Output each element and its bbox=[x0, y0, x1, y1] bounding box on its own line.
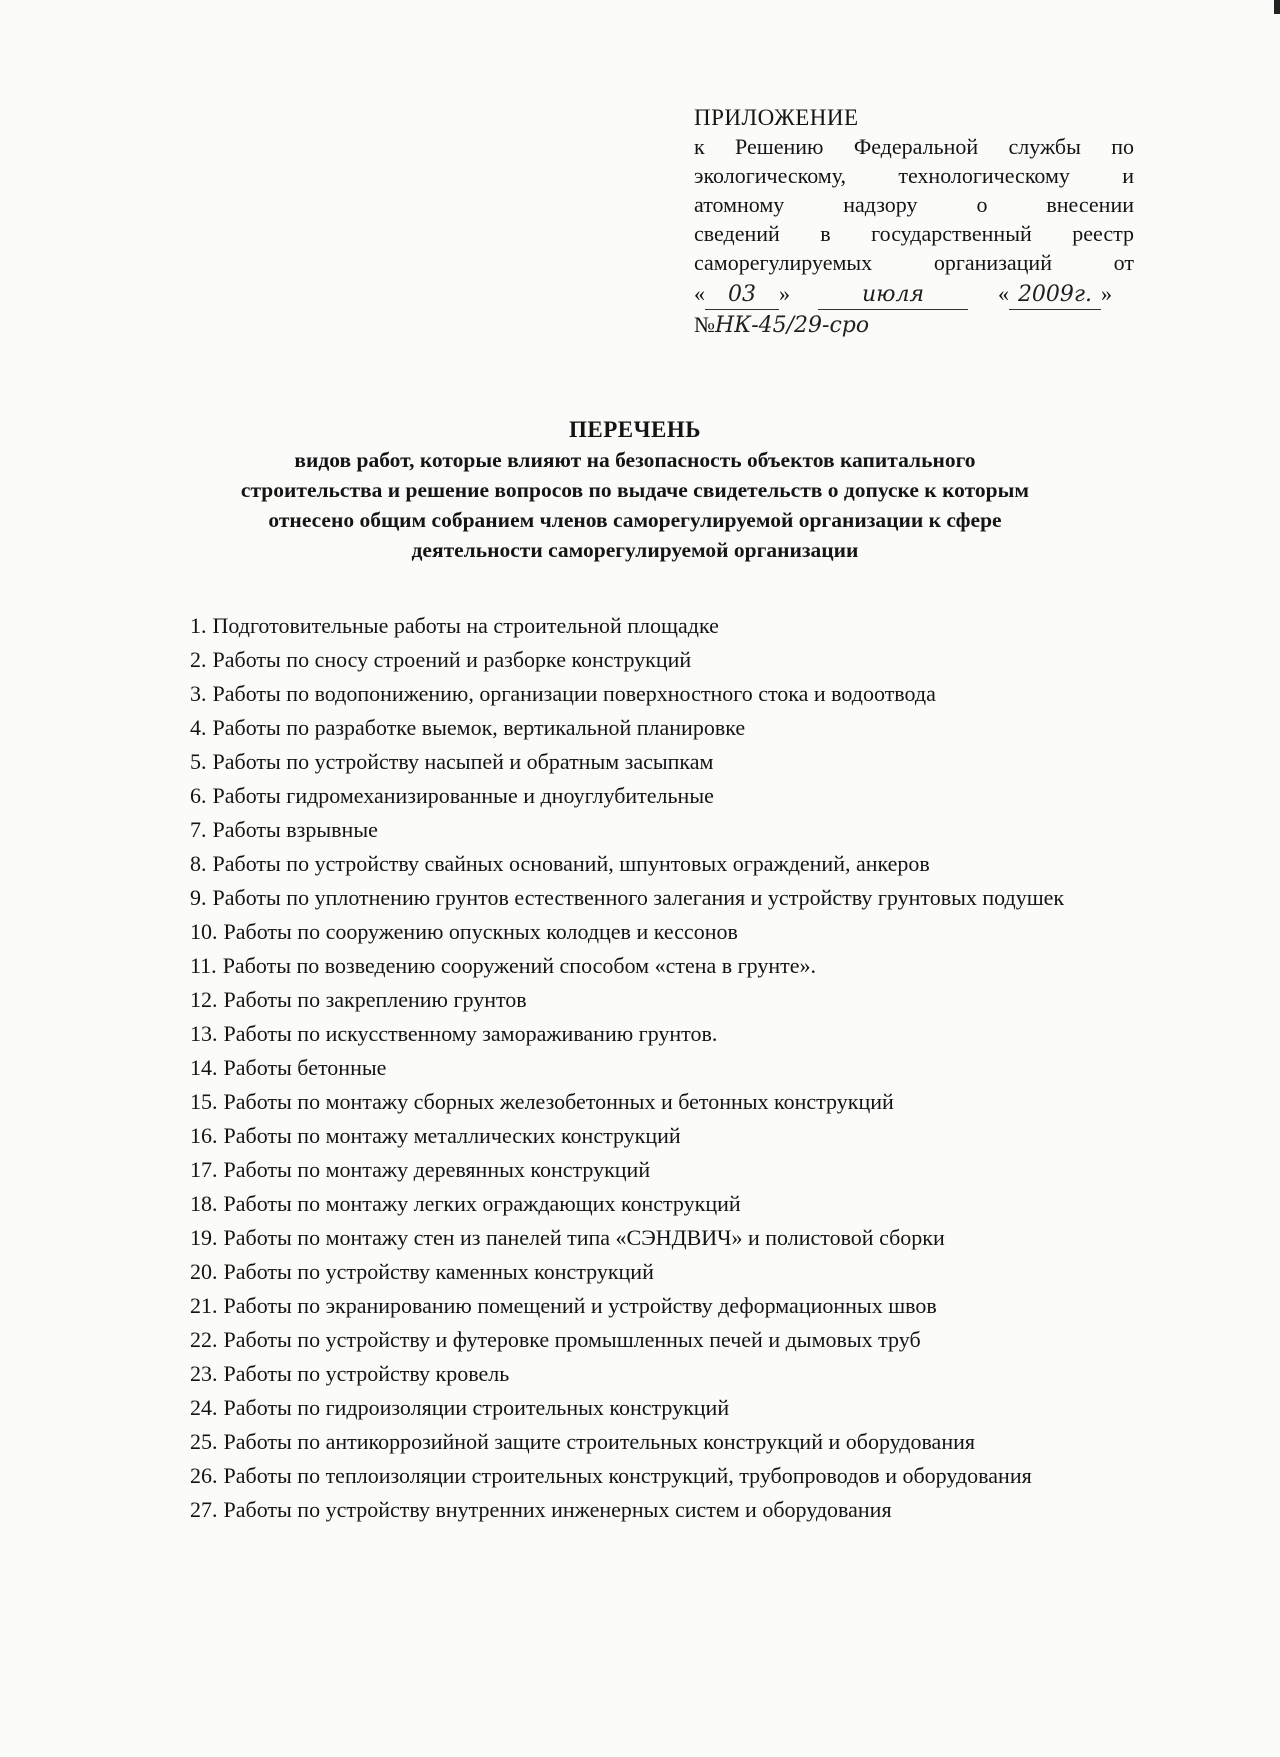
list-item-text: Работы бетонные bbox=[223, 1055, 387, 1080]
list-item-number: 15. bbox=[190, 1089, 218, 1114]
list-item-number: 26. bbox=[190, 1463, 218, 1488]
appendix-line: атомному надзору о внесении bbox=[694, 192, 1134, 217]
list-item bbox=[118, 1425, 1134, 1459]
list-item-text: Работы по разработке выемок, вертикальной планировке bbox=[212, 715, 746, 740]
list-item bbox=[118, 779, 1134, 813]
list-item-number: 8. bbox=[190, 851, 207, 876]
list-item bbox=[118, 1391, 1134, 1425]
list-item bbox=[118, 1289, 1134, 1323]
list-item-text: Работы по монтажу стен из панелей типа «СЭНДВИЧ» и полистовой сборки bbox=[223, 1225, 945, 1250]
scan-edge-mark bbox=[1274, 0, 1280, 14]
list-item-number: 24. bbox=[190, 1395, 218, 1420]
list-item-text: Работы по монтажу легких ограждающих конструкций bbox=[223, 1191, 741, 1216]
title-subtitle-line: строительства и решение вопросов по выдаче свидетельств о допуске к которым bbox=[240, 478, 1030, 502]
list-item bbox=[118, 915, 1134, 949]
list-item-number: 4. bbox=[190, 715, 207, 740]
list-item-number: 22. bbox=[190, 1327, 218, 1352]
title-subtitle-line: деятельности саморегулируемой организации bbox=[411, 538, 859, 562]
list-item bbox=[118, 983, 1134, 1017]
list-item-text: Работы по устройству внутренних инженерных систем и оборудования bbox=[223, 1497, 892, 1522]
list-item-text: Работы по сносу строений и разборке конструкций bbox=[212, 647, 692, 672]
list-item bbox=[118, 1255, 1134, 1289]
list-item-text: Работы по монтажу металлических конструкций bbox=[223, 1123, 681, 1148]
list-item-number: 9. bbox=[190, 885, 207, 910]
list-item-number: 27. bbox=[190, 1497, 218, 1522]
appendix-line: к Решению Федеральной службы по bbox=[694, 134, 1134, 159]
decision-number bbox=[694, 310, 1134, 340]
list-item-text: Работы по устройству насыпей и обратным засыпкам bbox=[212, 749, 714, 774]
list-item bbox=[118, 1357, 1134, 1391]
number-prefix: № bbox=[694, 312, 715, 337]
list-item-number: 25. bbox=[190, 1429, 218, 1454]
list-item-number: 11. bbox=[190, 953, 217, 978]
list-item-text: Работы по монтажу деревянных конструкций bbox=[223, 1157, 651, 1182]
appendix-heading: ПРИЛОЖЕНИЕ bbox=[694, 105, 859, 130]
list-item-text: Работы по монтажу сборных железобетонных и бетонных конструкций bbox=[223, 1089, 894, 1114]
list-item-text: Работы по устройству кровель bbox=[223, 1361, 510, 1386]
list-item-number: 13. bbox=[190, 1021, 218, 1046]
list-item-text: Работы по закреплению грунтов bbox=[223, 987, 527, 1012]
list-item-number: 1. bbox=[190, 613, 207, 638]
list-item-text: Работы по антикоррозийной защите строительных конструкций и оборудования bbox=[223, 1429, 975, 1454]
list-item-text: Работы по водопонижению, организации поверхностного стока и водоотвода bbox=[212, 681, 936, 706]
list-item bbox=[118, 1153, 1134, 1187]
list-item-number: 3. bbox=[190, 681, 207, 706]
list-item-text: Работы по устройству каменных конструкций bbox=[223, 1259, 654, 1284]
list-item bbox=[118, 1221, 1134, 1255]
list-item-number: 16. bbox=[190, 1123, 218, 1148]
list-item-number: 14. bbox=[190, 1055, 218, 1080]
list-item bbox=[118, 847, 1134, 881]
appendix-block bbox=[694, 103, 1134, 340]
list-item-number: 5. bbox=[190, 749, 207, 774]
list-item bbox=[118, 677, 1134, 711]
list-item-text: Работы по уплотнению грунтов естественного залегания и устройству грунтовых подушек bbox=[212, 885, 1065, 910]
list-item bbox=[118, 1459, 1134, 1493]
list-item bbox=[118, 643, 1134, 677]
list-item-text: Работы взрывные bbox=[212, 817, 378, 842]
list-item-text: Работы по устройству свайных оснований, шпунтовых ограждений, анкеров bbox=[212, 851, 930, 876]
list-item-text: Работы по устройству и футеровке промышленных печей и дымовых труб bbox=[223, 1327, 921, 1352]
appendix-line: экологическому, технологическому и bbox=[694, 163, 1134, 188]
list-item-number: 10. bbox=[190, 919, 218, 944]
list-item bbox=[118, 949, 1134, 983]
number-value: НК-45/29-сро bbox=[715, 313, 870, 338]
decision-date: « 03 » июля « 2009г. » bbox=[694, 279, 1134, 310]
list-item-text: Работы по экранированию помещений и устройству деформационных швов bbox=[223, 1293, 937, 1318]
list-item-number: 18. bbox=[190, 1191, 218, 1216]
date-month: июля bbox=[818, 280, 968, 310]
list-item-text: Работы по возведению сооружений способом «стена в грунте». bbox=[222, 953, 817, 978]
date-day: 03 bbox=[705, 280, 779, 310]
list-item bbox=[118, 881, 1134, 915]
list-item bbox=[118, 1187, 1134, 1221]
list-item-text: Подготовительные работы на строительной площадке bbox=[212, 613, 719, 638]
list-item bbox=[118, 711, 1134, 745]
title-subtitle-line: видов работ, которые влияют на безопасность объектов капитального bbox=[294, 448, 976, 472]
list-item-number: 2. bbox=[190, 647, 207, 672]
list-item-text: Работы по искусственному замораживанию грунтов. bbox=[223, 1021, 718, 1046]
list-item bbox=[118, 609, 1134, 643]
list-item-text: Работы по гидроизоляции строительных конструкций bbox=[223, 1395, 730, 1420]
appendix-line: саморегулируемых организаций от bbox=[694, 250, 1134, 275]
title-subtitle-line: отнесено общим собранием членов саморегулируемой организации к сфере bbox=[268, 508, 1002, 532]
list-item-number: 20. bbox=[190, 1259, 218, 1284]
works-list bbox=[118, 609, 1134, 1527]
list-item bbox=[118, 745, 1134, 779]
list-item-text: Работы по сооружению опускных колодцев и кессонов bbox=[223, 919, 738, 944]
list-item bbox=[118, 1051, 1134, 1085]
list-item-number: 6. bbox=[190, 783, 207, 808]
appendix-line: сведений в государственный реестр bbox=[694, 221, 1134, 246]
list-item-text: Работы гидромеханизированные и дноуглубительные bbox=[212, 783, 714, 808]
list-item bbox=[118, 1085, 1134, 1119]
list-item bbox=[118, 1017, 1134, 1051]
list-item bbox=[118, 1119, 1134, 1153]
list-item-number: 7. bbox=[190, 817, 207, 842]
list-item-number: 19. bbox=[190, 1225, 218, 1250]
list-item-number: 21. bbox=[190, 1293, 218, 1318]
list-item-text: Работы по теплоизоляции строительных конструкций, трубопроводов и оборудования bbox=[223, 1463, 1032, 1488]
list-item bbox=[118, 813, 1134, 847]
document-title bbox=[110, 415, 1160, 565]
title-main: ПЕРЕЧЕНЬ bbox=[569, 417, 701, 442]
date-year: 2009г. bbox=[1009, 280, 1101, 310]
list-item-number: 17. bbox=[190, 1157, 218, 1182]
list-item bbox=[118, 1493, 1134, 1527]
list-item-number: 23. bbox=[190, 1361, 218, 1386]
list-item bbox=[118, 1323, 1134, 1357]
list-item-number: 12. bbox=[190, 987, 218, 1012]
